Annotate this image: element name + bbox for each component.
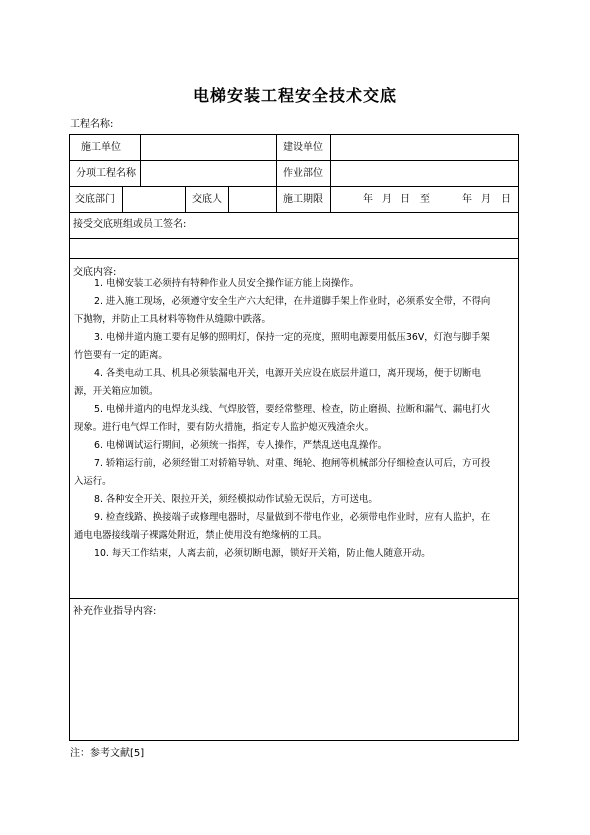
- content-item: 10. 每天工作结束，人离去前，必须切断电源，锁好开关箱，防止他人随意开动。: [94, 548, 431, 559]
- row-divider: [70, 598, 518, 599]
- col-divider: [140, 135, 141, 186]
- handover-dept-field[interactable]: [126, 188, 182, 211]
- row-divider: [70, 186, 518, 187]
- date-start-day: 日: [400, 194, 410, 205]
- col-divider: [185, 186, 186, 212]
- col-divider: [276, 186, 277, 212]
- content-item: 2. 进入施工现场，必须遵守安全生产六大纪律，在井道脚手架上作业时，必须系安全带，不得向下抛物，并防止工具材料等物件从缝隙中跌落。: [74, 296, 491, 325]
- footnote: 注：参考文献[5]: [70, 748, 145, 759]
- receiver-signature-label: 接受交底班组或员工签名:: [73, 219, 187, 230]
- col-divider: [122, 186, 123, 212]
- content-item: 1. 电梯安装工必须持有特种作业人员安全操作证方能上岗操作。: [94, 278, 360, 289]
- content-item: 9. 检查线路、换接端子或修理电器时，尽量做到不带电作业，必须带电作业时，应有人监护，在通电电器接线端子裸露处附近，禁止使用没有绝缘柄的工具。: [74, 512, 491, 541]
- document-title: 电梯安装工程安全技术交底: [192, 86, 397, 105]
- content-item: 7. 轿箱运行前，必须经钳工对轿箱导轨、对重、绳轮、抱闸等机械部分仔细检查认可后，方可投入运行。: [74, 458, 491, 487]
- sub-project-name-field[interactable]: [144, 162, 272, 185]
- handover-form-table: [69, 134, 519, 741]
- handover-content-label: 交底内容:: [73, 267, 117, 278]
- date-range-to: 至: [420, 194, 430, 205]
- receiver-signature-field[interactable]: [72, 240, 516, 256]
- content-item: 6. 电梯调试运行期间，必须统一指挥，专人操作，严禁乱送电乱操作。: [94, 440, 388, 451]
- row-divider: [70, 212, 518, 213]
- row-divider: [70, 258, 518, 259]
- project-name-label: 工程名称:: [70, 119, 114, 130]
- date-end-year: 年: [462, 194, 472, 205]
- row-divider: [70, 160, 518, 161]
- content-item: 8. 各种安全开关、限拉开关，须经模拟动作试验无误后，方可送电。: [94, 494, 378, 505]
- work-location-label: 作业部位: [283, 168, 323, 179]
- building-unit-field[interactable]: [334, 136, 514, 159]
- handover-content-list: [74, 275, 499, 563]
- content-item: 4. 各类电动工具、机具必须装漏电开关，电源开关应设在底层井道口，离开现场，便于切断电源，开关箱应加锁。: [74, 368, 481, 397]
- date-end-day: 日: [501, 194, 511, 205]
- supplement-guidance-label: 补充作业指导内容:: [73, 606, 157, 617]
- work-location-field[interactable]: [334, 162, 514, 185]
- row-divider: [70, 238, 518, 239]
- handover-dept-label: 交底部门: [75, 194, 115, 205]
- col-divider: [330, 135, 331, 186]
- construction-unit-label: 施工单位: [81, 142, 121, 153]
- content-item: 5. 电梯井道内的电焊龙头线、气焊胶管，要经常整理、检查，防止磨损、拉断和漏气、漏电打火现象。进行电气焊工作时，要有防火措施，指定专人监护熄灭残渣余火。: [74, 404, 491, 433]
- col-divider: [276, 135, 277, 186]
- handover-person-label: 交底人: [192, 194, 222, 205]
- construction-period-label: 施工期限: [283, 194, 323, 205]
- col-divider: [330, 186, 331, 212]
- building-unit-label: 建设单位: [283, 142, 323, 153]
- date-start-year: 年: [363, 194, 373, 205]
- date-end-month: 月: [481, 194, 491, 205]
- sub-project-name-label: 分项工程名称: [76, 168, 136, 179]
- date-start-month: 月: [382, 194, 392, 205]
- construction-unit-field[interactable]: [144, 136, 272, 159]
- content-item: 3. 电梯井道内施工要有足够的照明灯，保持一定的亮度，照明电源要用低压36V，灯泡与脚手架竹笆要有一定的距离。: [74, 332, 490, 361]
- col-divider: [228, 186, 229, 212]
- supplement-guidance-field[interactable]: [72, 617, 516, 737]
- handover-person-field[interactable]: [232, 188, 274, 211]
